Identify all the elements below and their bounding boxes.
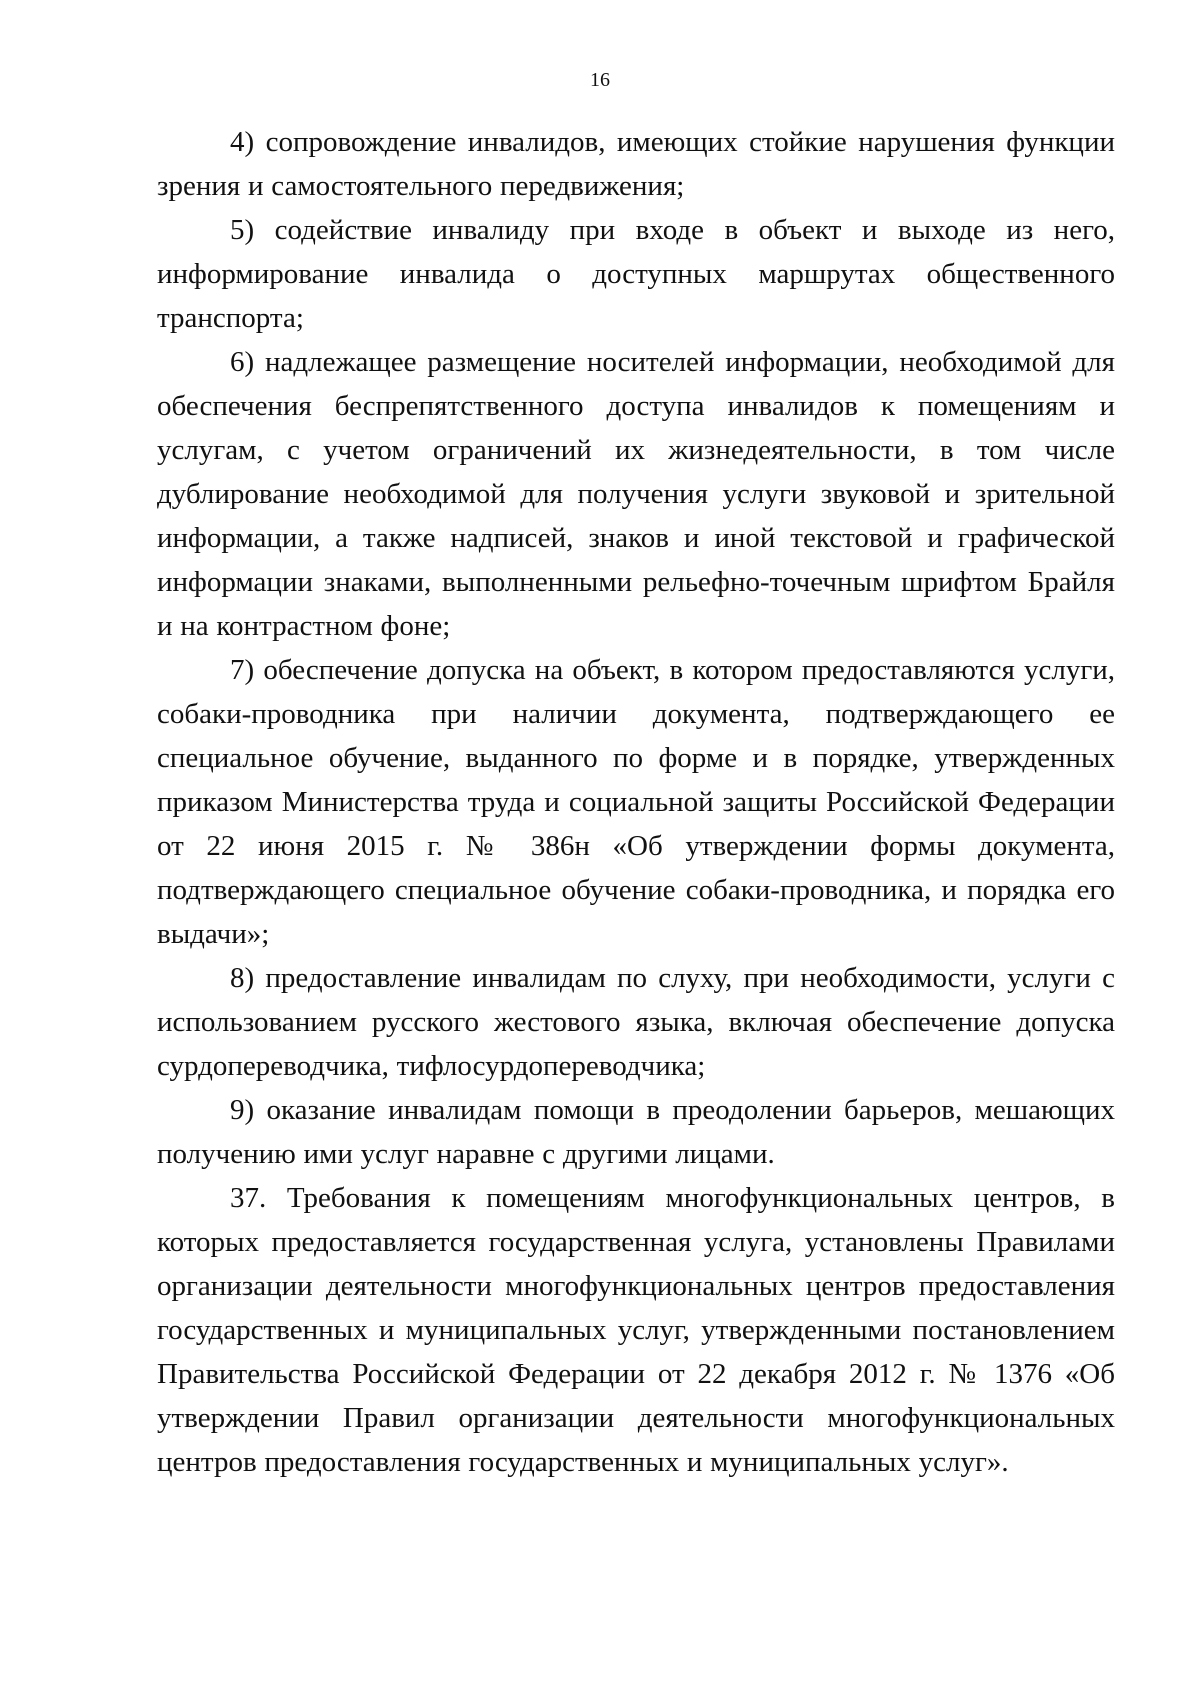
paragraph-item-5: 5) содействие инвалиду при входе в объект и выходе из него, информирование инвалида о доступных маршрутах общественного транспорта; bbox=[157, 214, 1115, 334]
paragraph-clause-37: 37. Требования к помещениям многофункциональных центров, в которых предоставляется государственная услуга, установлены Правилами организации деятельности многофункциональных центров предоставления государственных и муниципальных услуг, утвержденными постановлением Правительства Российской Федерации от 22 декабря 2012 г. № 1376 «Об утверждении Правил организации деятельности многофункциональных центров предоставления государственных и муниципальных услуг». bbox=[157, 1182, 1115, 1478]
paragraph-item-7: 7) обеспечение допуска на объект, в котором предоставляются услуги, собаки-проводника при наличии документа, подтверждающего ее специальное обучение, выданного по форме и в порядке, утвержденных приказом Министерства труда и социальной защиты Российской Федерации от 22 июня 2015 г. № 386н «Об утверждении формы документа, подтверждающего специальное обучение собаки-проводника, и порядка его выдачи»; bbox=[157, 654, 1115, 950]
paragraph-item-9: 9) оказание инвалидам помощи в преодолении барьеров, мешающих получению ими услуг наравне с другими лицами. bbox=[157, 1094, 1115, 1170]
paragraph-item-4: 4) сопровождение инвалидов, имеющих стойкие нарушения функции зрения и самостоятельного передвижения; bbox=[157, 126, 1115, 202]
paragraph-item-6: 6) надлежащее размещение носителей информации, необходимой для обеспечения беспрепятственного доступа инвалидов к помещениям и услугам, с учетом ограничений их жизнедеятельности, в том числе дублирование необходимой для получения услуги звуковой и зрительной информации, а также надписей, знаков и иной текстовой и графической информации знаками, выполненными рельефно-точечным шрифтом Брайля и на контрастном фоне; bbox=[157, 346, 1115, 642]
page-number: 16 bbox=[590, 69, 610, 91]
paragraph-item-8: 8) предоставление инвалидам по слуху, при необходимости, услуги с использованием русского жестового языка, включая обеспечение допуска сурдопереводчика, тифлосурдопереводчика; bbox=[157, 962, 1115, 1082]
document-body bbox=[157, 120, 1115, 1484]
